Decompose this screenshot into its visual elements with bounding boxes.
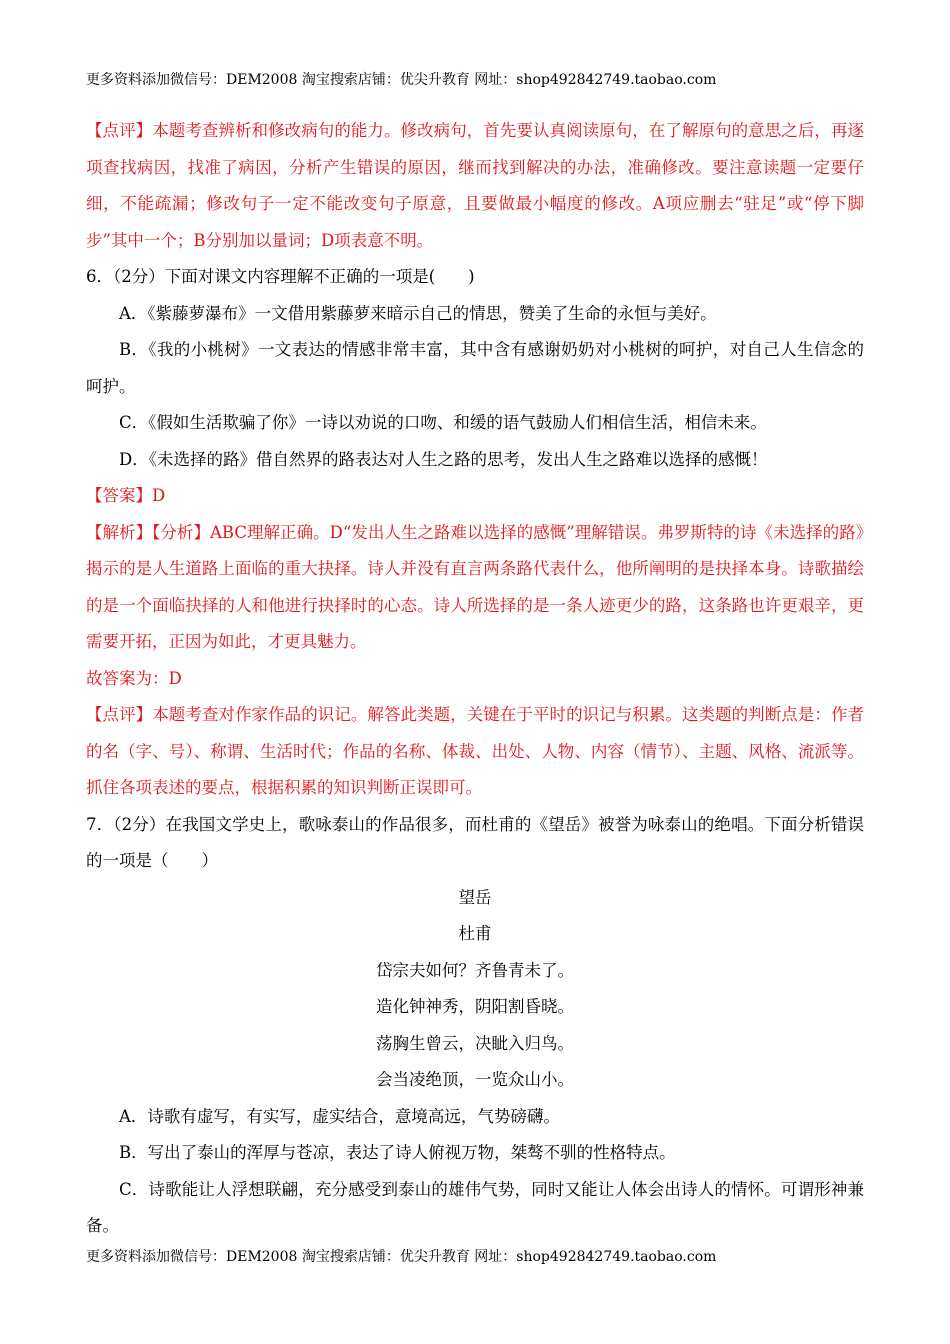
poem-line: 岱宗夫如何？齐鲁青未了。 — [376, 960, 574, 980]
question-6-option-a: A．《紫藤萝瀑布》一文借用紫藤萝来暗示自己的情思，赞美了生命的永恒与美好。 — [119, 303, 717, 323]
question-7-stem: 7．（2分）在我国文学史上，歌咏泰山的作品很多，而杜甫的《望岳》被誉为咏泰山的绝唱。下面分析错误的一项是（ ） — [86, 814, 864, 870]
review-q5: 【点评】本题考查辨析和修改病句的能力。修改病句，首先要认真阅读原句，在了解原句的意思之后，再逐项查找病因，找准了病因，分析产生错误的原因，继而找到解决的办法，准确修改。要注意读题一定要仔细，不能疏漏；修改句子一定不能改变句子原意，且要做最小幅度的修改。A项应删去“驻足”或“停下脚步”其中一个；B分别加以量词；D项表意不明。 — [86, 121, 864, 250]
question-6-conclusion: 故答案为：D — [86, 668, 182, 688]
question-6-option-c: C．《假如生活欺骗了你》一诗以劝说的口吻、和缓的语气鼓励人们相信生活，相信未来。 — [119, 413, 767, 432]
question-7-option-a: A．诗歌有虚写，有实写，虚实结合，意境高远，气势磅礴。 — [119, 1106, 560, 1126]
question-6-option-b: B．《我的小桃树》一文表达的情感非常丰富，其中含有感谢奶奶对小桃树的呵护，对自己人生信念的呵护。 — [86, 340, 864, 396]
poem-title: 望岳 — [458, 887, 492, 907]
poem-line: 造化钟神秀，阴阳割昏晓。 — [376, 997, 574, 1016]
question-7-option-b: B．写出了泰山的浑厚与苍凉，表达了诗人俯视万物，桀骜不驯的性格特点。 — [119, 1143, 676, 1162]
question-6-option-d: D．《未选择的路》借自然界的路表达对人生之路的思考，发出人生之路难以选择的感慨！ — [119, 449, 768, 469]
page-content — [86, 113, 864, 1245]
question-6-answer: 【答案】D — [86, 486, 166, 505]
question-7-option-c: C．诗歌能让人浮想联翩，充分感受到泰山的雄伟气势，同时又能让人体会出诗人的情怀。可谓形神兼备。 — [86, 1179, 864, 1235]
poem-line: 会当凌绝顶，一览众山小。 — [376, 1070, 574, 1089]
poem-author: 杜甫 — [458, 924, 492, 943]
question-6-stem: 6．（2分）下面对课文内容理解不正确的一项是( ) — [86, 267, 475, 286]
question-6-review: 【点评】本题考查对作家作品的识记。解答此类题，关键在于平时的识记与积累。这类题的判断点是：作者的名（字、号）、称谓、生活时代；作品的名称、体裁、出处、人物、内容（情节）、主题、风格、流派等。抓住各项表述的要点，根据积累的知识判断正误即可。 — [86, 705, 864, 797]
poem-line: 荡胸生曾云，决眦入归鸟。 — [376, 1033, 574, 1053]
page-footer: 更多资料添加微信号：DEM2008 淘宝搜索店铺：优尖升教育 网址：shop492842749.taobao.com — [86, 1249, 717, 1265]
page-header: 更多资料添加微信号：DEM2008 淘宝搜索店铺：优尖升教育 网址：shop492842749.taobao.com — [86, 72, 717, 88]
question-6-analysis: 【解析】【分析】ABC理解正确。D“发出人生之路难以选择的感慨”理解错误。弗罗斯特的诗《未选择的路》揭示的是人生道路上面临的重大抉择。诗人并没有直言两条路代表什么，他所阐明的是抉择本身。诗歌描绘的是一个面临抉择的人和他进行抉择时的心态。诗人所选择的是一条人迹更少的路，这条路也许更艰辛，更需要开拓，正因为如此，才更具魅力。 — [86, 522, 864, 651]
